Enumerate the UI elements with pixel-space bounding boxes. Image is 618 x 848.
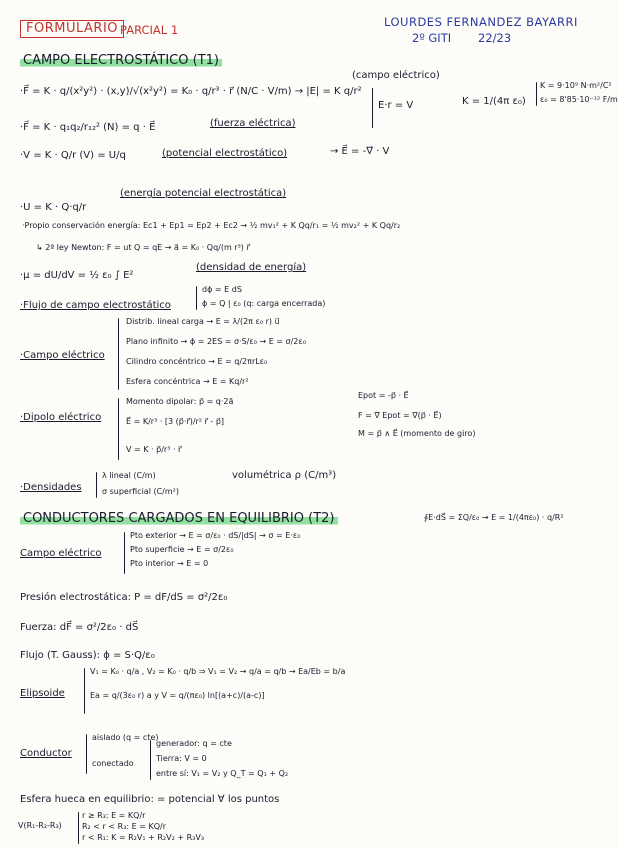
flux-total: ϕ = Q | ε₀ (q: carga encerrada) xyxy=(202,299,326,308)
electric-force-formula: ·F⃗ = K · q₁q₂/r₁₂² (N) = q · E⃗ xyxy=(20,122,156,133)
densities-brace xyxy=(96,472,97,498)
k-value: K = 9·10⁹ N·m²/C² xyxy=(540,81,612,90)
gauss-law-sphere: ∮E·dS⃗ = ΣQ/ε₀ → E = 1/(4πε₀) · q/R² xyxy=(424,513,564,522)
flux-brace xyxy=(196,286,197,310)
ellipsoid-label: Elipsoide xyxy=(20,688,65,699)
connected-generator: generador: q = cte xyxy=(156,739,232,748)
connected-ground: Tierra: V = 0 xyxy=(156,754,207,763)
density-linear: λ lineal (C/m) xyxy=(102,471,156,480)
dipole-torque: M = p⃗ ∧ E⃗ (momento de giro) xyxy=(358,429,476,438)
potential-energy-note: (energía potencial electrostática) xyxy=(120,188,287,199)
bracket-line xyxy=(372,88,373,128)
densities-label: ·Densidades xyxy=(20,482,82,493)
k-constant-expression: K = 1/(4π ε₀) xyxy=(462,96,526,107)
field-item-infinite-plane: Plano infinito → ϕ = 2ES = σ·S/ε₀ → E = σ/2ε₀ xyxy=(126,337,306,346)
gauss-flux: Flujo (T. Gauss): ϕ = S·Q/ε₀ xyxy=(20,650,155,661)
energy-conservation: ·Propio conservación energía: Ec1 + Ep1 = Ep2 + Ec2 → ½ mv₁² + K Qq/r₁ = ½ mv₂² + K Qq/r₂ xyxy=(22,221,401,230)
shells-brace xyxy=(78,812,79,844)
potential-formula: ·V = K · Q/r (V) = U/q xyxy=(20,150,126,161)
ellipsoid-potentials: V₁ = K₀ · q/a , V₂ = K₀ · q/b ⇒ V₁ = V₂ → q/a = q/b → Ea/Eb = b/a xyxy=(90,667,346,676)
flux-label: ·Flujo de campo electrostático xyxy=(20,300,171,311)
electric-force-note: (fuerza eléctrica) xyxy=(210,118,296,129)
dipole-energy: Epot = -p⃗ · E⃗ xyxy=(358,391,409,400)
dipole-moment: Momento dipolar: p⃗ = q·2a⃗ xyxy=(126,397,234,406)
energy-density-note: (densidad de energía) xyxy=(196,262,307,273)
conductor-brace xyxy=(86,734,87,774)
conductor-field-label: Campo eléctrico xyxy=(20,548,102,559)
field-brace xyxy=(118,318,119,390)
dipole-force: F = ∇⃗ Epot = ∇(p⃗ · E⃗) xyxy=(358,411,442,420)
section-title-conductors: CONDUCTORES CARGADOS EN EQUILIBRIO (T2) xyxy=(20,512,338,526)
coulomb-field-note: (campo eléctrico) xyxy=(352,70,440,81)
field-item-line-charge: Distrib. lineal carga → E = λ/(2π ε₀ r) u⃗ xyxy=(126,317,280,326)
document-title: FORMULARIO xyxy=(20,20,124,38)
course-label: 2º GITI xyxy=(412,31,452,45)
potential-energy-formula: ·U = K · Q·q/r xyxy=(20,202,87,213)
shells-inner: r < R₁: K = R₂V₁ + R₂V₂ + R₃V₃ xyxy=(82,833,205,842)
k-constant-brace xyxy=(536,82,537,106)
epsilon-value: ε₀ = 8'85·10⁻¹² F/m xyxy=(540,95,618,104)
field-item-sphere: Esfera concéntrica → E = Kq/r² xyxy=(126,377,249,386)
author-name: LOURDES FERNANDEZ BAYARRI xyxy=(384,15,578,29)
ellipsoid-brace xyxy=(84,668,85,714)
energy-density-formula: ·μ = dU/dV = ½ ε₀ ∫ E² xyxy=(20,270,134,281)
shells-middle: R₂ < r < R₃: E = KQ/r xyxy=(82,822,167,831)
density-surface: σ superficial (C/m²) xyxy=(102,487,179,496)
electrostatic-force: Fuerza: dF⃗ = σ²/2ε₀ · dS⃗ xyxy=(20,622,139,633)
dipole-field: E⃗ = K/r³ · [3 (p⃗·r⃗)/r² r⃗ - p⃗] xyxy=(126,417,225,426)
dipole-potential: V = K · p⃗/r³ · r⃗ xyxy=(126,445,182,454)
dipole-label: ·Dipolo eléctrico xyxy=(20,412,102,423)
newton-second-law: ↳ 2ª ley Newton: F = ut Q = qE → a⃗ = K₀ · Qq/(m r³) r⃗ xyxy=(36,243,250,252)
year-label: 22/23 xyxy=(478,31,512,45)
field-surface-point: Pto superficie → E = σ/2ε₀ xyxy=(130,545,234,554)
electrostatic-pressure: Presión electrostática: P = dF/dS = σ²/2ε₀ xyxy=(20,592,228,603)
potential-note: (potencial electrostático) xyxy=(162,148,288,159)
hollow-sphere-note: Esfera hueca en equilibrio: = potencial ∀ los puntos xyxy=(20,794,280,805)
field-interior-point: Pto interior → E = 0 xyxy=(130,559,209,568)
ellipsoid-field: Ea = q/(3ε₀ r) a y V = q/(πε₀) ln[(a+c)/(a-c)] xyxy=(90,691,265,700)
density-volume: volumétrica ρ (C/m³) xyxy=(232,470,337,481)
conductor-isolated: aislado (q = cte) xyxy=(92,733,159,742)
shells-outer: r ≥ R₃: E = KQ/r xyxy=(82,811,146,820)
field-potential-relation: E·r = V xyxy=(378,100,414,111)
conductor-label: Conductor xyxy=(20,748,72,759)
connected-brace xyxy=(150,740,151,780)
field-exterior-point: Pto exterior → E = σ/ε₀ · dS/|dS| → σ = E·ε₀ xyxy=(130,531,301,540)
partial-label: PARCIAL 1 xyxy=(120,23,179,37)
shells-potential-label: V(R₁-R₂-R₃) xyxy=(18,821,62,830)
field-label: ·Campo eléctrico xyxy=(20,350,105,361)
flux-differential: dϕ = E dS xyxy=(202,285,242,294)
connected-each-other: entre sí: V₁ = V₂ y Q_T = Q₁ + Q₂ xyxy=(156,769,289,778)
conductor-connected: conectado xyxy=(92,759,134,768)
coulomb-field-formula: ·F⃗ = K · q/(x²y²) · (x,y)/√(x²y²) = K₀ · q/r³ · r⃗ (N/C · V/m) → |E| = K q/r² xyxy=(20,86,362,97)
section-title-electrostatic: CAMPO ELECTROSTÁTICO (T1) xyxy=(20,54,222,68)
field-item-cylinder: Cilindro concéntrico → E = q/2πrLε₀ xyxy=(126,357,268,366)
potential-gradient: → E⃗ = -∇⃗ · V xyxy=(330,146,390,157)
dipole-brace xyxy=(118,398,119,460)
conductor-field-brace xyxy=(124,532,125,574)
